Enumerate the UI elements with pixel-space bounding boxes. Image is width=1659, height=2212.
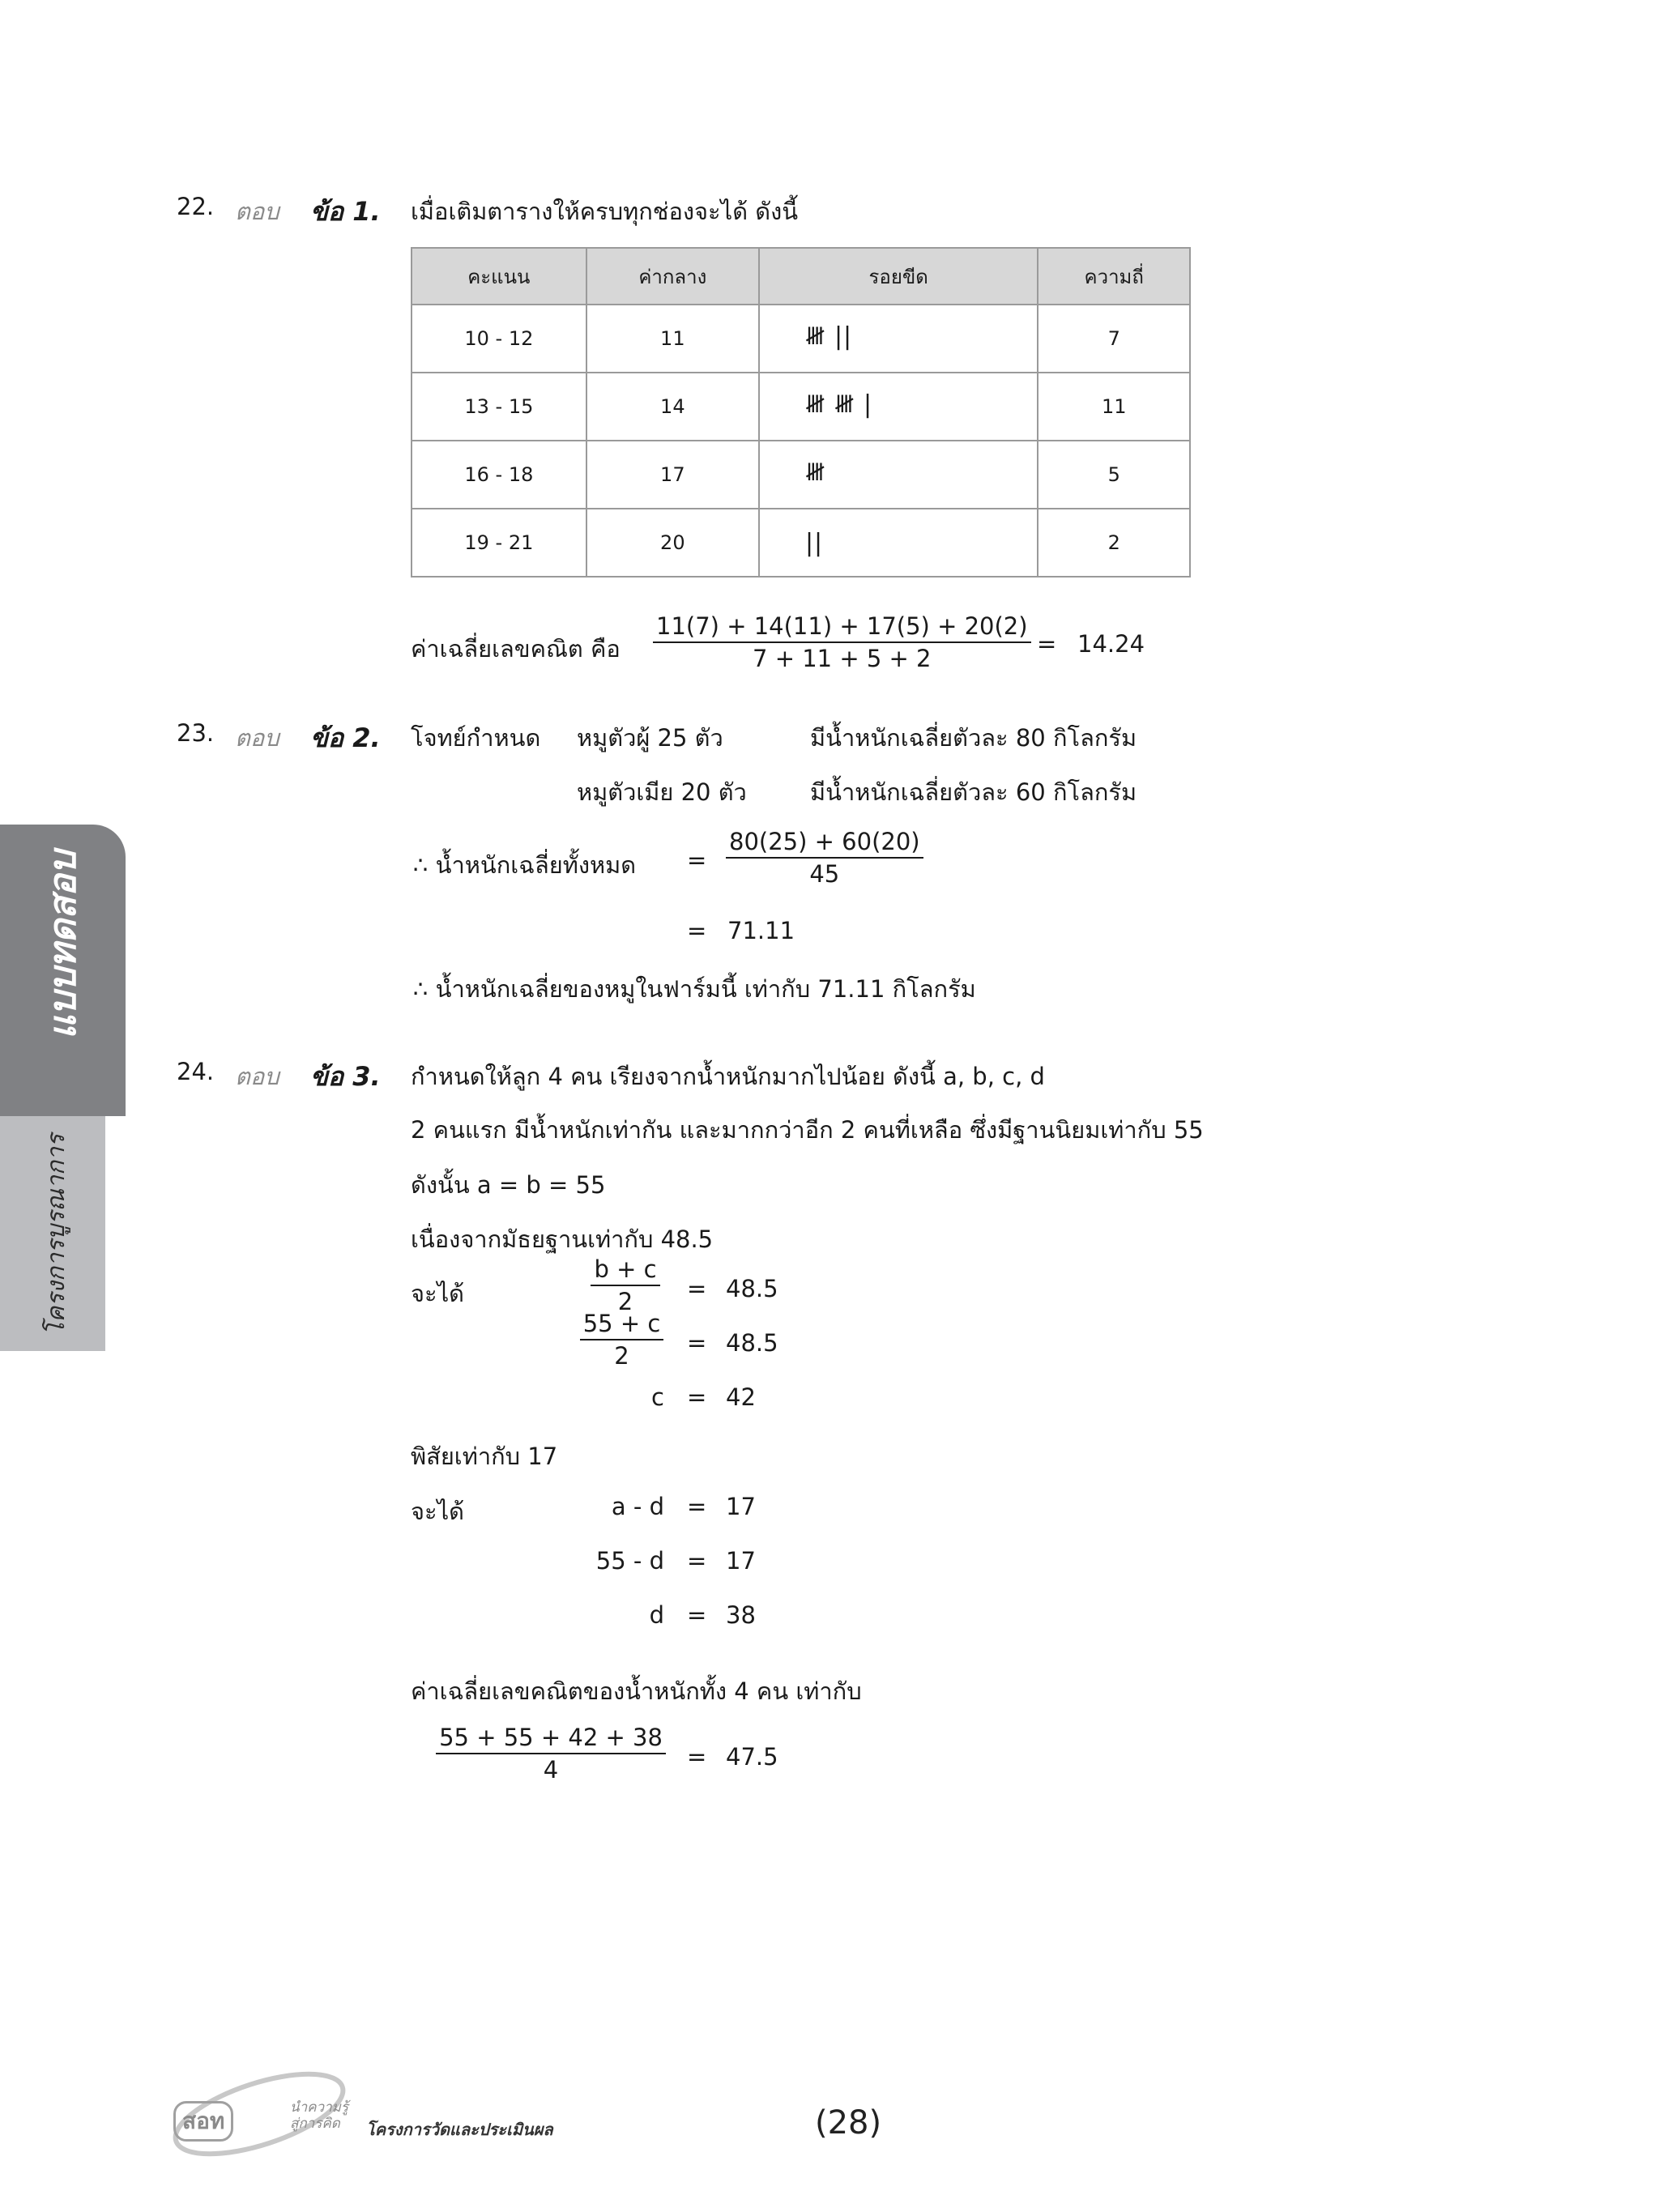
q22-intro: เมื่อเติมตารางให้ครบทุกช่องจะได้ ดังนี้ [411, 198, 799, 225]
q24-equals-2: = [687, 1329, 707, 1357]
q24-equals-6: = [687, 1601, 707, 1629]
cell-score: 19 - 21 [412, 509, 586, 577]
header-tally: รอยขีด [759, 248, 1038, 305]
q24-choice: ข้อ 3. [310, 1061, 381, 1092]
header-frequency: ความถี่ [1038, 248, 1190, 305]
logo-slogan-1: นำความรู้ [290, 2099, 348, 2116]
q23-equals-2: = [687, 917, 707, 944]
q22-mean-value: 14.24 [1077, 630, 1145, 658]
q23-male-count: หมูตัวผู้ 25 ตัว [577, 724, 723, 752]
q22-mean-label: ค่าเฉลี่ยเลขคณิต คือ [411, 635, 621, 663]
q24-r1-lhs: a - d [611, 1493, 664, 1520]
q24-mean-fraction [429, 1724, 672, 1784]
q24-f1-value: 48.5 [726, 1275, 778, 1302]
cell-tally: || [759, 509, 1038, 577]
q24-r2-value: 17 [726, 1547, 756, 1575]
q23-conclusion: ∴ น้ำหนักเฉลี่ยของหมูในฟาร์มนี้ เท่ากับ 71.11 กิโลกรัม [413, 975, 976, 1003]
q24-f2-value: 48.5 [726, 1329, 778, 1357]
q24-equals-4: = [687, 1493, 707, 1520]
q24-then-2: จะได้ [411, 1498, 464, 1525]
q23-avg-denominator: 45 [809, 860, 840, 888]
cell-frequency: 11 [1038, 373, 1190, 441]
q24-median-fraction-2 [575, 1310, 668, 1370]
table-row [412, 509, 1190, 577]
q24-r3-value: 38 [726, 1601, 756, 1629]
q24-r3-lhs: d [649, 1601, 664, 1629]
cell-frequency: 7 [1038, 305, 1190, 373]
q23-avg-value: 71.11 [727, 917, 795, 944]
q24-c-value: 42 [726, 1383, 756, 1411]
q24-f1-denominator: 2 [617, 1288, 633, 1315]
side-tab-test-label: แบบทดสอบ [41, 850, 84, 1040]
header-midpoint: ค่ากลาง [586, 248, 759, 305]
q24-equals-3: = [687, 1383, 707, 1411]
frequency-table [411, 247, 1191, 578]
q24-answer-label: ตอบ [235, 1063, 279, 1090]
cell-tally: 𝍸 || [759, 305, 1038, 373]
q23-avg-fraction [726, 828, 923, 888]
cell-midpoint: 20 [586, 509, 759, 577]
q23-equals-1: = [687, 846, 707, 874]
q24-then-1: จะได้ [411, 1280, 464, 1307]
side-tab-test [0, 825, 126, 1116]
q23-female-weight: มีน้ำหนักเฉลี่ยตัวละ 60 กิโลกรัม [810, 778, 1137, 806]
logo-text: สอท [173, 2101, 233, 2142]
cell-score: 10 - 12 [412, 305, 586, 373]
q22-mean-fraction [653, 612, 1031, 672]
q23-answer-label: ตอบ [235, 724, 279, 752]
q24-r1-value: 17 [726, 1493, 756, 1520]
q23-number: 23. [177, 719, 215, 747]
q24-line-3: ดังนั้น a = b = 55 [411, 1171, 606, 1199]
q22-choice: ข้อ 1. [310, 196, 381, 227]
table-row [412, 373, 1190, 441]
q24-median-fraction-1 [585, 1255, 666, 1315]
table-row [412, 441, 1190, 509]
q24-f1-numerator: b + c [591, 1255, 659, 1286]
cell-midpoint: 17 [586, 441, 759, 509]
q23-choice: ข้อ 2. [310, 722, 381, 753]
q23-given: โจทย์กำหนด [411, 724, 541, 752]
q22-number: 22. [177, 193, 215, 220]
q22-mean-denominator: 7 + 11 + 5 + 2 [753, 645, 932, 672]
logo-slogan-2: สู่การคิด [290, 2116, 340, 2132]
cell-midpoint: 14 [586, 373, 759, 441]
q23-male-weight: มีน้ำหนักเฉลี่ยตัวละ 80 กิโลกรัม [810, 724, 1137, 752]
header-score: คะแนน [412, 248, 586, 305]
table-row [412, 305, 1190, 373]
page-number: (28) [815, 2104, 882, 2142]
q23-avg-numerator: 80(25) + 60(20) [726, 828, 923, 859]
q24-range-line: พิสัยเท่ากับ 17 [411, 1443, 558, 1470]
q24-f2-numerator: 55 + c [580, 1310, 664, 1340]
q22-equals: = [1037, 630, 1057, 658]
q24-number: 24. [177, 1058, 215, 1085]
q24-r2-lhs: 55 - d [595, 1547, 664, 1575]
cell-score: 13 - 15 [412, 373, 586, 441]
cell-frequency: 2 [1038, 509, 1190, 577]
cell-midpoint: 11 [586, 305, 759, 373]
q24-mean-line: ค่าเฉลี่ยเลขคณิตของน้ำหนักทั้ง 4 คน เท่ากับ [411, 1677, 862, 1705]
q22-answer-label: ตอบ [235, 198, 279, 225]
cell-tally: 𝍸 𝍸 | [759, 373, 1038, 441]
q24-f2-denominator: 2 [614, 1342, 629, 1370]
q24-mean-value: 47.5 [726, 1743, 778, 1771]
q23-avg-label: ∴ น้ำหนักเฉลี่ยทั้งหมด [413, 851, 637, 879]
q24-line-4: เนื่องจากมัธยฐานเท่ากับ 48.5 [411, 1225, 714, 1253]
side-tab-integrated-label: โครงการบูรณาการ [42, 1134, 70, 1336]
footer-logo [168, 2064, 351, 2169]
q24-equals-1: = [687, 1275, 707, 1302]
q24-mean-numerator: 55 + 55 + 42 + 38 [436, 1724, 666, 1754]
q23-female-count: หมูตัวเมีย 20 ตัว [577, 778, 747, 806]
table-header-row [412, 248, 1190, 305]
cell-frequency: 5 [1038, 441, 1190, 509]
q22-mean-numerator: 11(7) + 14(11) + 17(5) + 20(2) [653, 612, 1031, 643]
cell-score: 16 - 18 [412, 441, 586, 509]
side-tab-integrated [0, 1116, 105, 1351]
cell-tally: 𝍸 [759, 441, 1038, 509]
q24-line-1: กำหนดให้ลูก 4 คน เรียงจากน้ำหนักมากไปน้อย ดังนี้ a, b, c, d [411, 1063, 1045, 1090]
q24-c-lhs: c [651, 1383, 664, 1411]
footer-project-title: โครงการวัดและประเมินผล [366, 2120, 553, 2139]
q24-line-2: 2 คนแรก มีน้ำหนักเท่ากัน และมากกว่าอีก 2 คนที่เหลือ ซึ่งมีฐานนิยมเท่ากับ 55 [411, 1116, 1204, 1144]
q24-equals-7: = [687, 1743, 707, 1771]
q24-equals-5: = [687, 1547, 707, 1575]
q24-mean-denominator: 4 [543, 1756, 559, 1784]
